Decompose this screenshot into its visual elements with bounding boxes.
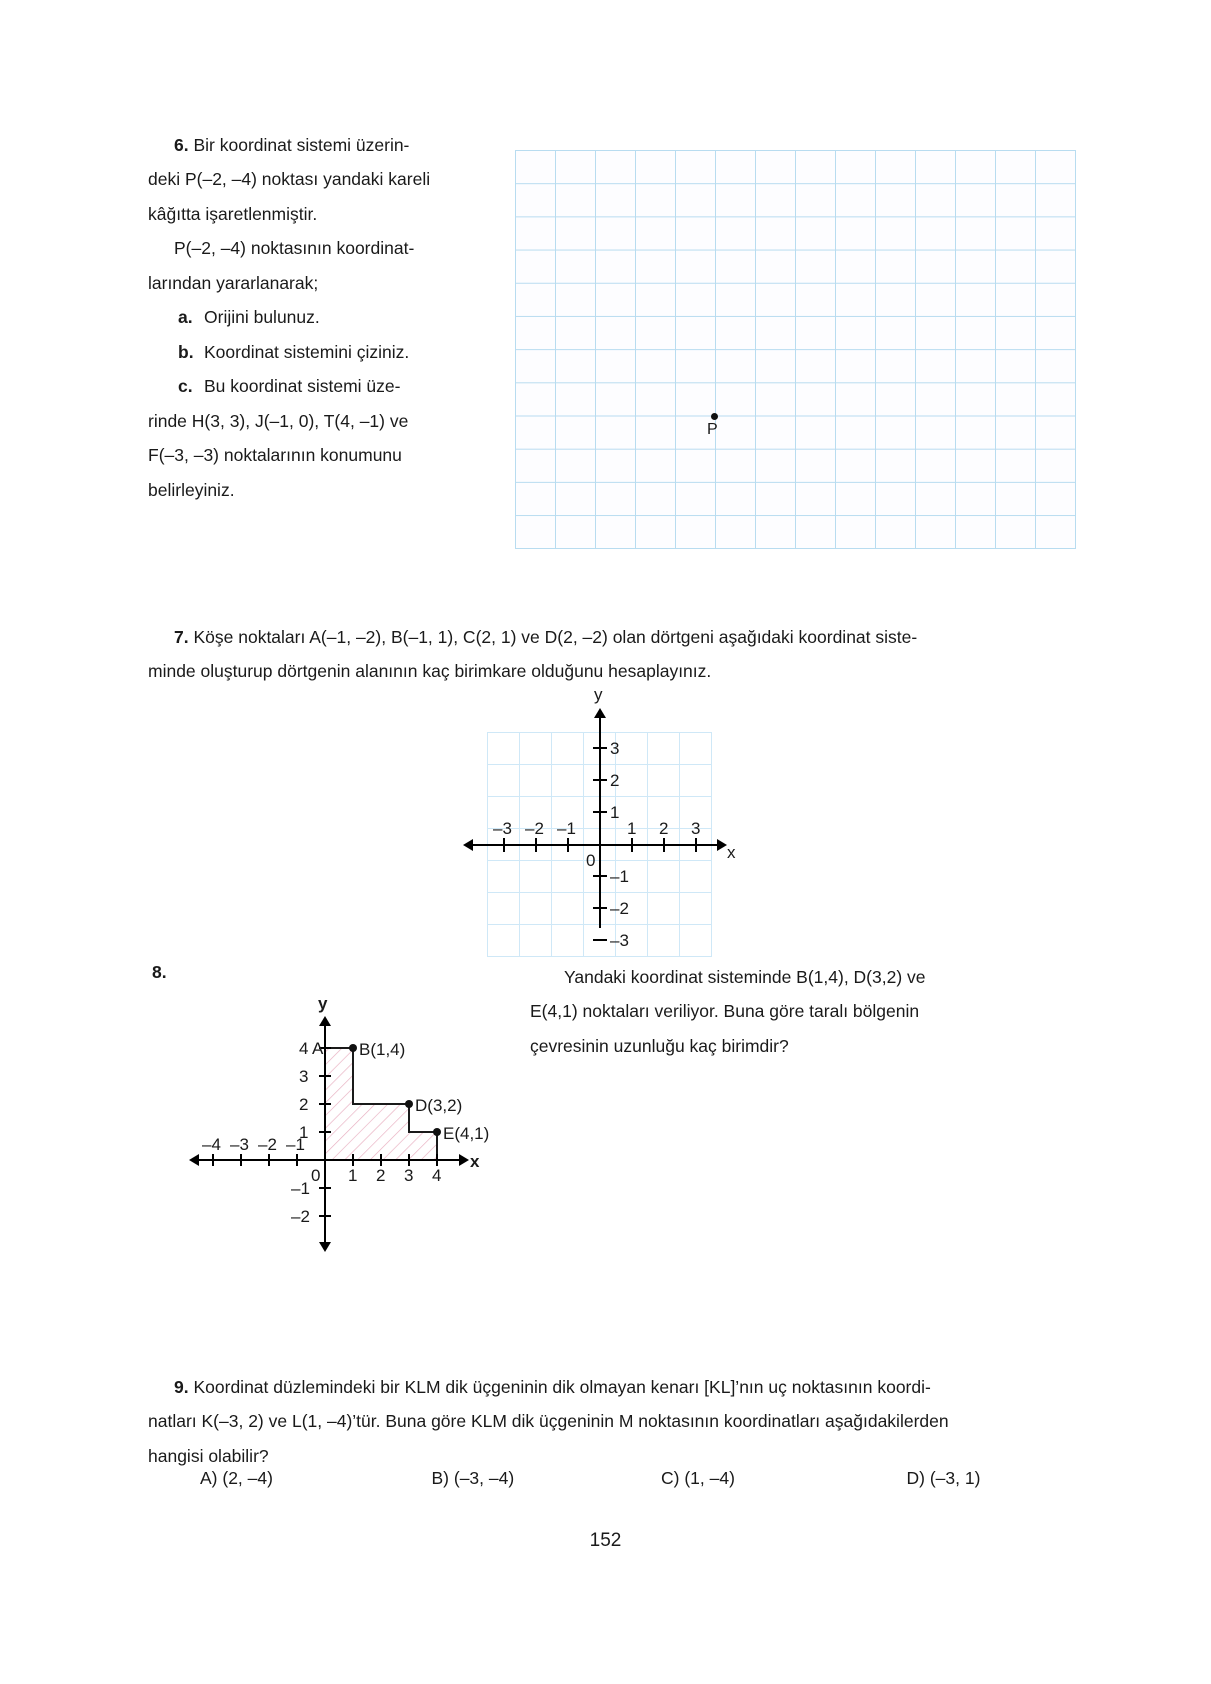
question-8-coordinate-plane — [175, 960, 505, 1250]
q8-xtick-neg1 — [296, 1154, 298, 1166]
q6-paragraph-2 — [148, 231, 458, 265]
q8-xtick-4 — [436, 1154, 438, 1166]
q8-edge-to-d — [352, 1103, 410, 1105]
q8-ytick-3 — [319, 1075, 331, 1077]
q8-point-d-label: D(3,2) — [415, 1096, 463, 1115]
q9-option-d[interactable]: D) (–3, 1) — [906, 1468, 981, 1488]
q7-xlabel-2: 2 — [659, 819, 669, 838]
q7-origin-label: 0 — [586, 851, 596, 870]
q8-y-axis-arrow-up — [319, 1016, 331, 1026]
q6-item-b-text: Koordinat sistemini çiziniz. — [204, 341, 410, 362]
q7-x-axis — [471, 844, 721, 846]
q6-item-a-label: a. — [178, 307, 193, 328]
q7-ylabel-1: 1 — [610, 803, 620, 822]
q6-number: 6. — [174, 135, 189, 155]
q7-xtick-neg3 — [503, 838, 505, 852]
q8-point-b-marker — [349, 1044, 357, 1052]
q6-item-c — [178, 369, 458, 403]
q7-x-axis-arrow — [717, 839, 727, 851]
q6-line-3: kâğıtta işaretlenmiştir. — [148, 203, 318, 224]
q8-ytick-neg1 — [319, 1187, 331, 1189]
q6-item-b — [178, 335, 458, 369]
q7-xtick-1 — [631, 838, 633, 852]
q8-line-1: Yandaki koordinat sisteminde B(1,4), D(3,2) ve — [564, 967, 926, 987]
q6-item-c-label: c. — [178, 376, 193, 397]
q8-xlabel-neg1: –1 — [286, 1135, 305, 1154]
q8-xlabel-3: 3 — [404, 1166, 414, 1185]
question-6-text-block — [148, 128, 458, 507]
q7-ytick-neg3 — [593, 939, 607, 941]
q7-line-1: Köşe noktaları A(–1, –2), B(–1, 1), C(2, 1) ve D(2, –2) olan dörtgeni aşağıdaki koordinat siste- — [193, 627, 918, 647]
q6-point-p-marker — [711, 413, 718, 420]
q8-xtick-neg4 — [212, 1154, 214, 1166]
q6-item-a-text: Orijini bulunuz. — [204, 307, 320, 328]
q6-point-p-label: P — [707, 421, 718, 438]
q7-xtick-3 — [695, 838, 697, 852]
q9-line-3: hangisi olabilir? — [148, 1445, 269, 1466]
q8-ylabel-4: 4 — [299, 1039, 309, 1058]
q6-square-grid-paper — [515, 150, 1076, 549]
q8-point-e-label: E(4,1) — [443, 1124, 490, 1143]
question-9-answer-options — [148, 1468, 1080, 1489]
q9-option-c[interactable]: C) (1, –4) — [661, 1468, 735, 1488]
q8-xtick-neg3 — [240, 1154, 242, 1166]
q9-option-b[interactable]: B) (–3, –4) — [431, 1468, 515, 1488]
q7-xtick-neg1 — [567, 838, 569, 852]
q8-ytick-2 — [319, 1103, 331, 1105]
q7-ytick-neg1 — [593, 875, 607, 877]
q6-line-4: P(–2, –4) noktasının koordinat- — [174, 238, 415, 259]
q8-point-e-marker — [433, 1128, 441, 1136]
q7-xlabel-3: 3 — [691, 819, 701, 838]
q8-xlabel-4: 4 — [432, 1166, 442, 1185]
q8-y-axis — [324, 1024, 326, 1244]
q9-option-a[interactable]: A) (2, –4) — [200, 1468, 273, 1488]
q7-xtick-2 — [663, 838, 665, 852]
q8-edge-b-down — [352, 1047, 354, 1105]
q9-line-1: Koordinat düzlemindeki bir KLM dik üçgeninin dik olmayan kenarı [KL]’nın uç noktasının koordi- — [193, 1377, 931, 1397]
q8-ylabel-neg1: –1 — [291, 1179, 310, 1198]
q7-ytick-neg2 — [593, 907, 607, 909]
q7-x-axis-arrow-left — [463, 839, 473, 851]
q9-paragraph-1 — [148, 1370, 1080, 1404]
q6-line-6: rinde H(3, 3), J(–1, 0), T(4, –1) ve — [148, 410, 409, 431]
q7-y-axis-label: y — [594, 685, 603, 704]
q8-xtick-3 — [408, 1154, 410, 1166]
q7-number: 7. — [174, 627, 189, 647]
q8-ylabel-1: 1 — [299, 1123, 309, 1142]
q8-x-axis-arrow-left — [189, 1154, 199, 1166]
q7-ylabel-neg1: –1 — [610, 867, 629, 886]
q7-ytick-3 — [593, 747, 607, 749]
q6-line-8: belirleyiniz. — [148, 479, 235, 500]
question-8-text-block — [530, 960, 1080, 1063]
q7-line-2: minde oluşturup dörtgenin alanının kaç birimkare olduğunu hesaplayınız. — [148, 661, 712, 682]
q6-line-2: deki P(–2, –4) noktası yandaki kareli — [148, 169, 431, 190]
q7-xtick-neg2 — [535, 838, 537, 852]
q8-line-3: çevresinin uzunluğu kaç birimdir? — [530, 1035, 789, 1056]
q8-point-d-marker — [405, 1100, 413, 1108]
q8-xlabel-neg3: –3 — [230, 1135, 249, 1154]
q8-line-2: E(4,1) noktaları veriliyor. Buna göre taralı bölgenin — [530, 1001, 920, 1022]
q9-number: 9. — [174, 1377, 189, 1397]
question-6-figure — [479, 135, 1079, 555]
q6-item-c-text: Bu koordinat sistemi üze- — [204, 376, 401, 397]
q7-paragraph-1 — [148, 620, 1080, 654]
q7-ylabel-neg2: –2 — [610, 899, 629, 918]
q8-xlabel-neg2: –2 — [258, 1135, 277, 1154]
q6-item-a — [178, 300, 458, 334]
q8-y-axis-label: y — [318, 994, 328, 1013]
question-7-text-block — [148, 620, 1080, 689]
q8-x-axis-label: x — [470, 1152, 480, 1171]
q6-line-7: F(–3, –3) noktalarının konumunu — [148, 445, 402, 466]
q8-xtick-1 — [352, 1154, 354, 1166]
q8-ytick-neg2 — [319, 1215, 331, 1217]
q8-xlabel-1: 1 — [348, 1166, 358, 1185]
q8-xtick-neg2 — [268, 1154, 270, 1166]
q8-point-a-label: A — [312, 1039, 324, 1058]
page-number: 152 — [589, 1530, 622, 1551]
q8-ylabel-neg2: –2 — [291, 1207, 310, 1226]
q7-xlabel-neg2: –2 — [525, 819, 544, 838]
q7-xlabel-neg3: –3 — [493, 819, 512, 838]
q8-y-axis-arrow-down — [319, 1242, 331, 1252]
q8-xlabel-2: 2 — [376, 1166, 386, 1185]
q9-line-2: natları K(–3, 2) ve L(1, –4)’tür. Buna göre KLM dik üçgeninin M noktasının koordinatları aşağıdakilerden — [148, 1411, 949, 1432]
q8-ylabel-3: 3 — [299, 1067, 309, 1086]
q8-ytick-1 — [319, 1131, 331, 1133]
q8-point-b-label: B(1,4) — [359, 1040, 406, 1059]
q7-ytick-2 — [593, 779, 607, 781]
q7-ytick-1 — [593, 811, 607, 813]
q7-xlabel-1: 1 — [627, 819, 637, 838]
q8-x-axis-arrow — [459, 1154, 469, 1166]
q7-ylabel-neg3: –3 — [610, 931, 629, 950]
q8-xlabel-neg4: –4 — [202, 1135, 221, 1154]
q8-ylabel-2: 2 — [299, 1095, 309, 1114]
q6-line-1: Bir koordinat sistemi üzerin- — [193, 135, 410, 155]
q7-y-axis-arrow — [594, 708, 606, 718]
q7-xlabel-neg1: –1 — [557, 819, 576, 838]
q8-paragraph-1 — [530, 960, 1080, 994]
q8-origin-label: 0 — [311, 1166, 321, 1185]
q6-line-5: larından yararlanarak; — [148, 272, 319, 293]
q6-item-b-label: b. — [178, 341, 194, 362]
q7-x-axis-label: x — [727, 843, 736, 862]
q6-paragraph-1 — [148, 128, 458, 162]
q7-ylabel-2: 2 — [610, 771, 620, 790]
q8-xtick-2 — [380, 1154, 382, 1166]
q8-number: 8. — [152, 962, 167, 982]
q7-ylabel-3: 3 — [610, 739, 620, 758]
q8-x-axis — [197, 1159, 463, 1161]
question-7-coordinate-plane — [455, 680, 736, 950]
question-9-text-block — [148, 1370, 1080, 1473]
